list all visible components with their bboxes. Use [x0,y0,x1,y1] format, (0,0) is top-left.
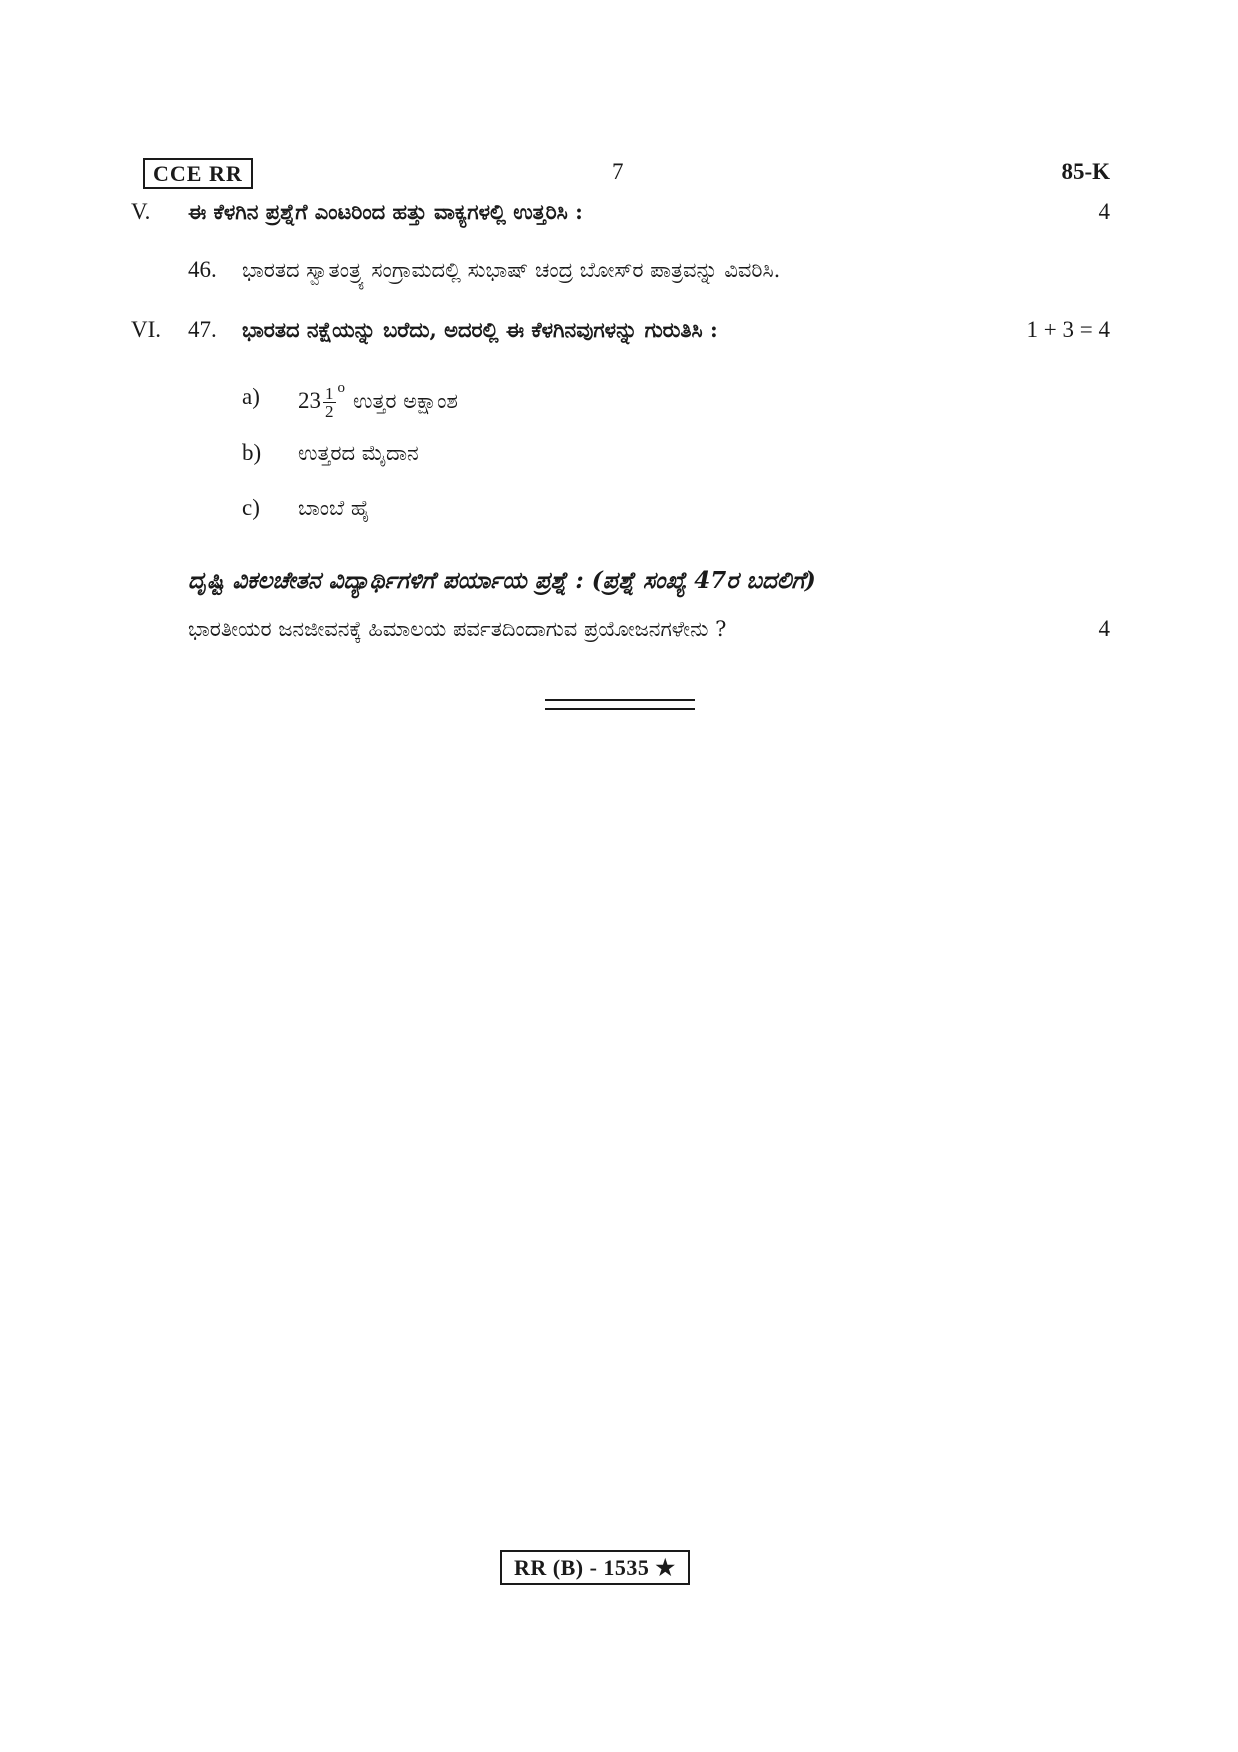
section-v-roman: V. [131,199,151,224]
item-b-label: b) [242,440,262,465]
item-a-whole: 23 [298,388,321,413]
header-code-box: CCE RR [143,158,253,189]
fraction-numerator: 1 [325,384,334,403]
degree-symbol: o [337,380,345,396]
item-a-content [298,370,458,427]
item-c-text: ಬಾಂಬೆ ಹೈ [298,496,370,520]
question-46-number: 46. [188,257,217,282]
question-47-marks: 1 + 3 = 4 [1026,317,1110,342]
section-v-instruction: ಈ ಕೆಳಗಿನ ಪ್ರಶ್ನೆಗೆ ಎಂಟರಿಂದ ಹತ್ತು ವಾಕ್ಯಗಳಲ್ಲಿ ಉತ್ತರಿಸಿ : [188,199,583,224]
item-a-label: a) [242,384,260,409]
section-v-marks: 4 [1098,199,1110,224]
alternative-question-heading: ದೃಷ್ಟಿ ವಿಕಲಚೇತನ ವಿದ್ಯಾರ್ಥಿಗಳಿಗೆ ಪರ್ಯಾಯ ಪ್ರಶ್ನೆ : (ಪ್ರಶ್ನೆ ಸಂಖ್ಯೆ 47ರ ಬದಲಿಗೆ) [188,567,816,594]
question-47-instruction: ಭಾರತದ ನಕ್ಷೆಯನ್ನು ಬರೆದು, ಅದರಲ್ಲಿ ಈ ಕೆಳಗಿನವುಗಳನ್ನು ಗುರುತಿಸಿ : [242,317,718,342]
fraction-denominator: 2 [325,402,334,421]
item-a-text: ಉತ್ತರ ಅಕ್ಷಾಂಶ [353,389,458,413]
item-c-label: c) [242,495,260,520]
page-number: 7 [612,159,624,184]
item-a-fraction [323,385,336,420]
section-vi-roman: VI. [131,317,162,342]
paper-code: 85-K [1061,159,1110,184]
item-b-text: ಉತ್ತರದ ಮೈದಾನ [298,441,419,465]
alternative-question-marks: 4 [1098,616,1110,641]
end-of-page-double-rule [545,699,695,710]
alternative-question-text: ಭಾರತೀಯರ ಜನಜೀವನಕ್ಕೆ ಹಿಮಾಲಯ ಪರ್ವತದಿಂದಾಗುವ ಪ್ರಯೋಜನಗಳೇನು ? [188,617,727,641]
question-46-text: ಭಾರತದ ಸ್ವಾತಂತ್ರ್ಯ ಸಂಗ್ರಾಮದಲ್ಲಿ ಸುಭಾಷ್ ಚಂದ್ರ ಬೋಸ್‌ರ ಪಾತ್ರವನ್ನು ವಿವರಿಸಿ. [242,258,781,282]
footer-code-box: RR (B) - 1535 ★ [500,1550,690,1585]
question-47-number: 47. [188,317,217,342]
